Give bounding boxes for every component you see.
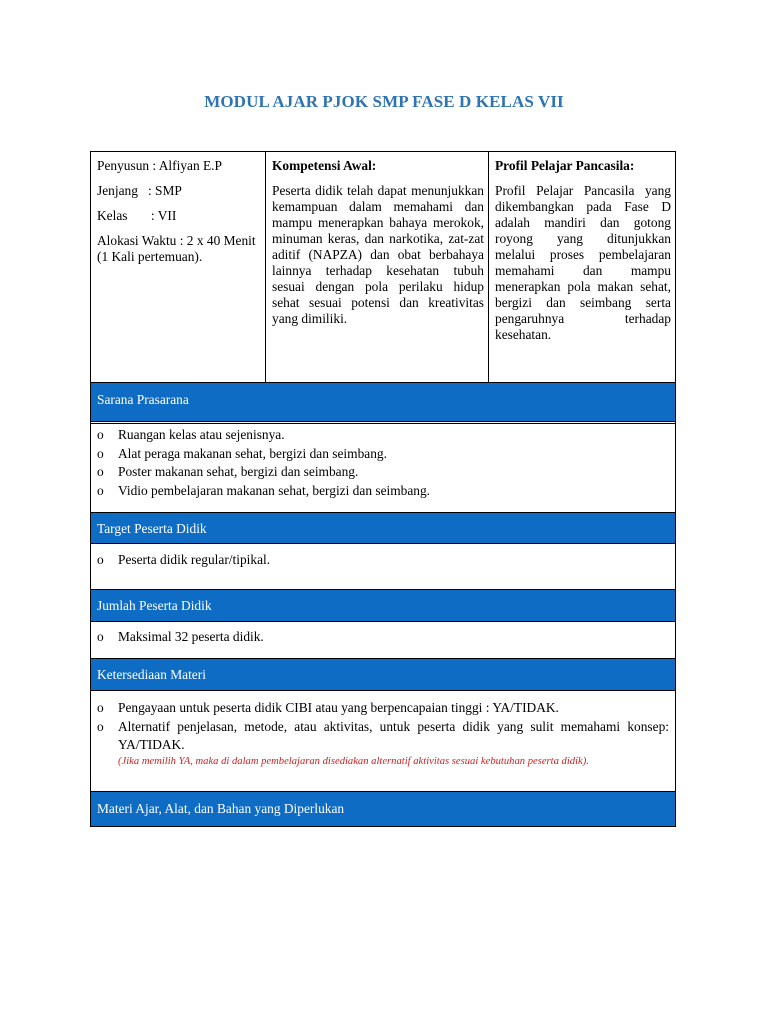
ketersediaan-note: (Jika memilih YA, maka di dalam pembelajaran disediakan alternatif aktivitas sesuai kebutuhan peserta didik).	[118, 755, 589, 767]
target-section-header: Target Peserta Didik	[91, 512, 675, 544]
kelas-text: Kelas : VII	[97, 208, 177, 223]
kompetensi-heading: Kompetensi Awal:	[272, 158, 377, 173]
list-item: o Poster makanan sehat, bergizi dan seimbang.	[97, 464, 359, 479]
sarana-list	[91, 422, 675, 512]
materi-ajar-section-header: Materi Ajar, Alat, dan Bahan yang Diperlukan	[91, 792, 675, 826]
list-item: o Ruangan kelas atau sejenisnya.	[97, 427, 285, 442]
sarana-section-header: Sarana Prasarana	[91, 383, 675, 422]
profil-text: Profil Pelajar Pancasila yang dikembangkan pada Fase D adalah mandiri dan gotong royong yang ditunjukkan melalui proses pembelajaran memahami dan mampu menerapkan pola makan sehat, bergizi dan seimbang serta pengaruhnya terhadap kesehatan.	[495, 183, 671, 342]
penyusun-text: Penyusun : Alfiyan E.P	[97, 158, 222, 173]
identity-row	[91, 152, 675, 383]
list-item: o Alat peraga makanan sehat, bergizi dan seimbang.	[97, 445, 387, 461]
jenjang-text: Jenjang : SMP	[97, 183, 182, 198]
profil-heading: Profil Pelajar Pancasila:	[495, 158, 635, 173]
list-item: o Peserta didik regular/tipikal.	[97, 552, 271, 567]
ketersediaan-section-header: Ketersediaan Materi	[91, 659, 675, 691]
jumlah-section-header: Jumlah Peserta Didik	[91, 590, 675, 622]
list-item: o Maksimal 32 peserta didik.	[97, 629, 264, 644]
profil-column	[489, 152, 675, 382]
target-list	[91, 544, 675, 590]
list-item: o Vidio pembelajaran makanan sehat, bergizi dan seimbang.	[97, 482, 431, 498]
jumlah-list	[91, 622, 675, 659]
module-table	[90, 151, 676, 827]
list-item: o Pengayaan untuk peserta didik CIBI atau yang berpencapaian tinggi : YA/TIDAK.	[97, 700, 559, 715]
kompetensi-column	[266, 152, 489, 382]
alokasi-text: Alokasi Waktu : 2 x 40 Menit (1 Kali pertemuan).	[97, 233, 256, 264]
list-item: o Alternatif penjelasan, metode, atau aktivitas, untuk peserta didik yang sulit memahami konsep: YA/TIDAK.	[97, 718, 669, 752]
ketersediaan-list	[91, 691, 675, 792]
identity-column	[91, 152, 266, 382]
kompetensi-text: Peserta didik telah dapat menunjukkan kemampuan dalam memahami dan mampu menerapkan bahaya merokok, minuman keras, dan narkotika, zat-zat aditif (NAPZA) dan obat berbahaya lainnya terhadap kesehatan tubuh sesuai dengan pola perilaku hidup sehat sesuai potensi dan kreativitas yang dimiliki.	[272, 183, 484, 326]
document-title: MODUL AJAR PJOK SMP FASE D KELAS VII	[204, 92, 564, 111]
